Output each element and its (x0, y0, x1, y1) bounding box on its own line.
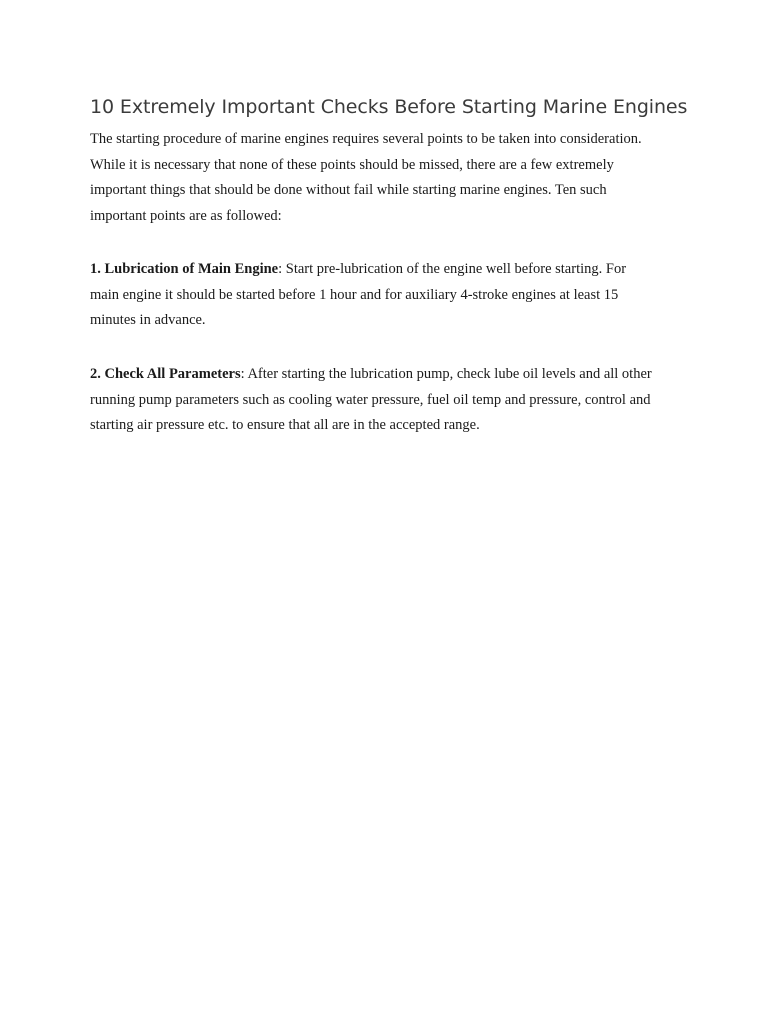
item-heading: 1. Lubrication of Main Engine (90, 261, 279, 277)
intro-line: important points are as followed: (90, 207, 282, 224)
check-item-lubrication (90, 257, 690, 334)
intro-line: While it is necessary that none of these points should be missed, there are a few extremely (90, 156, 614, 173)
item-line: minutes in advance. (90, 312, 206, 328)
item-line: main engine it should be started before 1 hour and for auxiliary 4-stroke engines at least 15 (90, 286, 619, 303)
item-first-line (90, 362, 690, 388)
item-first-line (90, 257, 690, 283)
intro-line: The starting procedure of marine engines requires several points to be taken into consideration. (90, 131, 642, 147)
item-text: : After starting the lubrication pump, check lube oil levels and all other (240, 366, 652, 382)
item-line: starting air pressure etc. to ensure that all are in the accepted range. (90, 417, 480, 433)
check-item-parameters (90, 362, 690, 439)
item-heading: 2. Check All Parameters (90, 366, 241, 382)
page-title: 10 Extremely Important Checks Before Starting Marine Engines (90, 96, 688, 118)
intro-paragraph (90, 127, 690, 229)
item-line: running pump parameters such as cooling water pressure, fuel oil temp and pressure, control and (90, 391, 651, 408)
intro-line: important things that should be done without fail while starting marine engines. Ten such (90, 182, 607, 198)
item-text: : Start pre-lubrication of the engine well before starting. For (278, 261, 627, 277)
